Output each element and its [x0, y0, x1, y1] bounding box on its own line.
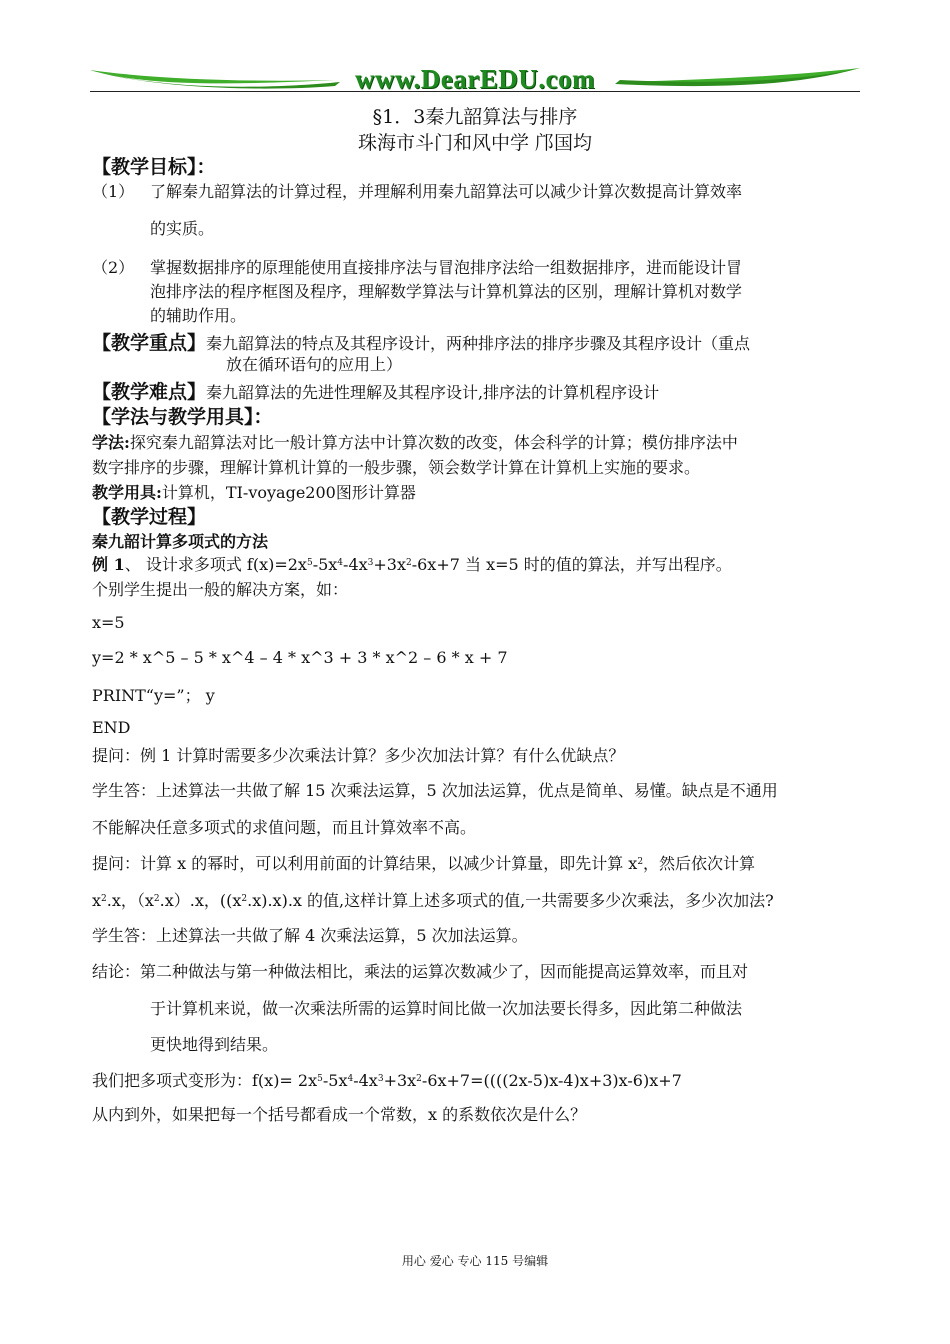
tools-label: 教学用具: [92, 483, 162, 502]
goal-2-line-1: 掌握数据排序的原理能使用直接排序法与冒泡排序法给一组数据排序，进而能设计冒 [150, 258, 743, 277]
code-line-1: x=5 [92, 613, 125, 632]
difficulties-heading: 【教学难点】 [92, 381, 207, 403]
answer-2: 学生答：上述算法一共做了解 4 次乘法运算，5 次加法运算。 [92, 926, 528, 945]
final-question: 从内到外，如果把每一个括号都看成一个常数，x 的系数依次是什么？ [92, 1105, 587, 1124]
methods-line-1 [92, 430, 738, 453]
process-heading: 【教学过程】 [92, 506, 207, 528]
exp: 2 [241, 894, 248, 904]
example-text-a: 设计求多项式 f(x)=2x [140, 555, 307, 574]
key-points-row [92, 328, 750, 355]
example-1 [92, 552, 732, 575]
key-points-line-1: 秦九韶算法的特点及其程序设计，两种排序法的排序步骤及其程序设计（重点 [206, 334, 751, 353]
q2-part-d: .x).x).x 的值,这样计算上述多项式的值,一共需要多少次乘法，多少次加法? [247, 891, 774, 910]
exp: 3 [367, 558, 374, 568]
term: -4x [343, 555, 368, 574]
t-part-b: -5x [322, 1071, 348, 1090]
conclusion-line-2: 于计算机来说，做一次乘法所需的运算时间比做一次加法要长得多，因此第二种做法 [150, 999, 743, 1018]
q2-text-b: ，然后依次计算 [643, 854, 756, 873]
question-1: 提问：例 1 计算时需要多少次乘法计算？多少次加法计算？有什么优缺点？ [92, 746, 625, 765]
answer-1-line-1: 学生答：上述算法一共做了解 15 次乘法运算，5 次加法运算，优点是简单、易懂。缺点是不通用 [92, 781, 778, 800]
t-part-e: -6x+7=((((2x-5)x-4)x+3)x-6)x+7 [421, 1071, 682, 1090]
exp: 4 [337, 558, 344, 568]
goal-2-line-2: 泡排序法的程序框图及程序，理解数学算法与计算机算法的区别，理解计算机对数学 [150, 282, 743, 301]
term: -5x [312, 555, 338, 574]
goal-1-line-1: 了解秦九韶算法的计算过程，并理解利用秦九韶算法可以减少计算次数提高计算效率 [150, 182, 743, 201]
example-text-b: -6x+7 当 x=5 时的值的算法，并写出程序。 [411, 555, 732, 574]
q2-part-b: .x，（x [106, 891, 154, 910]
difficulties-text: 秦九韶算法的先进性理解及其程序设计,排序法的计算机程序设计 [206, 383, 660, 402]
example-intro: 个别学生提出一般的解决方案，如： [92, 580, 349, 599]
tools-line [92, 480, 416, 503]
transform-line [92, 1068, 682, 1091]
methods-label: 学法: [92, 433, 130, 452]
goals-heading: 【教学目标】： [92, 156, 216, 178]
t-part-d: +3x [383, 1071, 417, 1090]
exp: 2 [153, 894, 160, 904]
methods-text-1: 探究秦九韶算法对比一般计算方法中计算次数的改变，体会科学的计算；模仿排序法中 [129, 433, 738, 452]
t-part-c: -4x [353, 1071, 378, 1090]
code-line-4: END [92, 718, 131, 737]
q2-text-a: 提问：计算 x 的幂时，可以利用前面的计算结果，以减少计算量，即先计算 x [92, 854, 638, 873]
exp: 2 [405, 558, 412, 568]
goal-2-line-3: 的辅助作用。 [150, 306, 247, 325]
conclusion-line-1: 结论：第二种做法与第一种做法相比，乘法的运算次数减少了，因而能提高运算效率，而且对 [92, 962, 749, 981]
q2-x: x [92, 891, 102, 910]
goal-1-line-2: 的实质。 [150, 219, 215, 238]
goal-1-number: （1） [92, 182, 135, 201]
process-subheading: 秦九韶计算多项式的方法 [92, 532, 269, 551]
answer-1-line-2: 不能解决任意多项式的求值问题，而且计算效率不高。 [92, 818, 477, 837]
term: +3x [373, 555, 406, 574]
methods-heading: 【学法与教学用具】： [92, 406, 273, 428]
tools-text: 计算机，TI-voyage200图形计算器 [161, 483, 416, 502]
key-points-heading: 【教学重点】 [92, 332, 207, 354]
key-points-line-2: 放在循环语句的应用上） [226, 355, 403, 374]
question-2-line-2 [92, 888, 774, 911]
goal-2-number: （2） [92, 258, 135, 277]
exp: 2 [101, 894, 107, 904]
example-label: 例 1 [92, 555, 125, 574]
code-line-2: y=2 * x^5 – 5 * x^4 – 4 * x^3 + 3 * x^2 – 6 * x + 7 [92, 648, 508, 667]
exp: 2 [416, 1074, 422, 1084]
page-footer: 用心 爱心 专心 115 号编辑 [401, 1254, 549, 1268]
conclusion-line-3: 更快地得到结果。 [150, 1035, 279, 1054]
exp: 3 [377, 1074, 384, 1084]
difficulties-row [92, 377, 659, 404]
exp: 4 [347, 1074, 354, 1084]
exp: 2 [637, 857, 644, 867]
question-2-line-1 [92, 851, 755, 874]
author-line: 珠海市斗门和风中学 邝国均 [357, 132, 593, 154]
exp: 5 [317, 1074, 323, 1084]
header-rule [90, 91, 860, 92]
example-sep: 、 [124, 555, 141, 574]
exp: 5 [306, 558, 313, 568]
methods-line-2: 数字排序的步骤，理解计算机计算的一般步骤，领会数学计算在计算机上实施的要求。 [92, 458, 701, 477]
page-title: §1．3秦九韶算法与排序 [372, 106, 578, 128]
q2-part-c: .x）.x，((x [159, 891, 242, 910]
code-line-3: PRINT“y=”； y [92, 686, 215, 705]
site-brand-logo: www.DearEDU.com [355, 64, 595, 94]
t-part-a: 我们把多项式变形为：f(x)= 2x [92, 1071, 318, 1090]
